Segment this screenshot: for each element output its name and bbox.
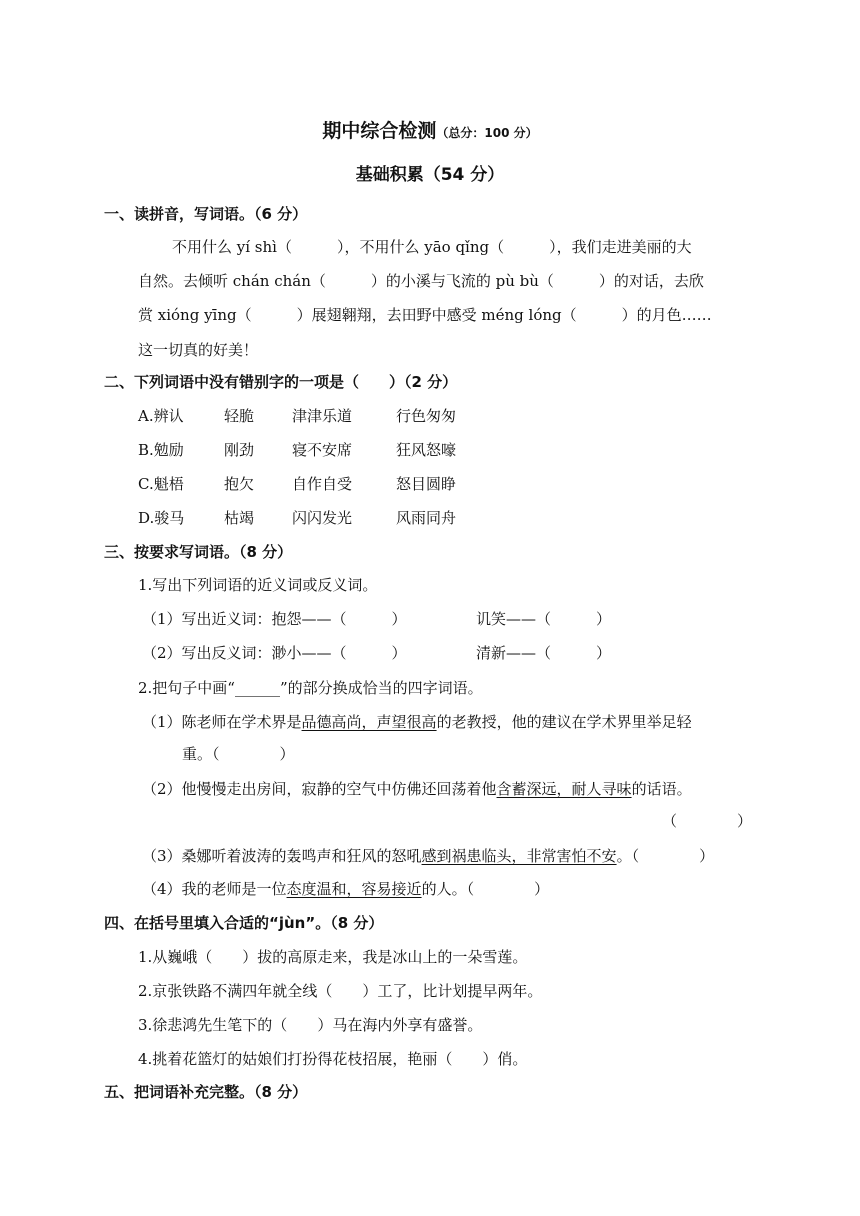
s3-q1: 1.写出下列词语的近义词或反义词。 [138, 576, 378, 594]
option-a-word-1: A.辨认 [138, 407, 184, 425]
s3-p3 [142, 845, 714, 866]
option-c-word-4: 怒目圆睁 [396, 475, 457, 493]
s1-line-3: 赏 xióng yīng（ ）展翅翱翔，去田野中感受 méng lóng（ ）的月色…… [138, 306, 712, 324]
section-2-heading: 二、下列词语中没有错别字的一项是（ ）（2 分） [104, 373, 458, 391]
total-score: （总分：100 分） [436, 126, 538, 140]
option-d-word-2: 枯竭 [224, 509, 255, 527]
s3-p3-underlined: 感到祸患临头，非常害怕不安 [421, 847, 617, 865]
s1-line-1: 不用什么 yí shì（ ），不用什么 yāo qǐng（ ），我们走进美丽的大 [172, 238, 692, 256]
option-a-word-3: 津津乐道 [292, 407, 353, 425]
s3-p2-underlined: 含蓄深远，耐人寻味 [496, 780, 632, 798]
s3-p4-underlined: 态度温和，容易接近 [286, 880, 422, 898]
option-a-word-2: 轻脆 [224, 407, 255, 425]
s3-p2-pre: （2）他慢慢走出房间，寂静的空气中仿佛还回荡着他 [142, 780, 497, 798]
s3-p2 [142, 778, 692, 799]
s4-item-2: 2.京张铁路不满四年就全线（ ）工了，比计划提早两年。 [138, 982, 543, 1000]
option-d-word-1: D.骏马 [138, 509, 185, 527]
option-d [138, 507, 456, 528]
s3-p1-underlined: 品德高尚，声望很高 [301, 713, 437, 731]
s3-p4-pre: （4）我的老师是一位 [142, 880, 287, 898]
title-text: 期中综合检测 [322, 120, 437, 142]
option-c-word-3: 自作自受 [292, 475, 353, 493]
s3-p1-pre: （1）陈老师在学术界是 [142, 713, 302, 731]
option-c-word-1: C.魁梧 [138, 475, 184, 493]
s3-p2-post: 的话语。 [631, 780, 692, 798]
s3-q1a: （1）写出近义词：抱怨——（ ） [142, 610, 407, 628]
s4-item-3: 3.徐悲鸿先生笔下的（ ）马在海内外享有盛誉。 [138, 1016, 483, 1034]
s3-q1a-2: 讥笑——（ ） [476, 610, 612, 628]
option-a-word-4: 行色匆匆 [396, 407, 457, 425]
section-1-heading: 一、读拼音，写词语。（6 分） [104, 205, 308, 223]
option-b-word-3: 寝不安席 [292, 441, 353, 459]
section-4-heading: 四、在括号里填入合适的“jùn”。（8 分） [104, 914, 384, 932]
option-d-word-4: 风雨同舟 [396, 509, 457, 527]
option-d-word-3: 闪闪发光 [292, 509, 353, 527]
option-b-word-1: B.勉励 [138, 441, 184, 459]
s3-p1-cont: 重。（ ） [182, 745, 295, 763]
s3-p2-cont: （ ） [662, 812, 753, 830]
page-title [0, 116, 860, 143]
s3-p3-pre: （3）桑娜听着波涛的轰鸣声和狂风的怒吼 [142, 847, 422, 865]
s4-item-1: 1.从巍峨（ ）拔的高原走来，我是冰山上的一朵雪莲。 [138, 948, 528, 966]
s3-p4 [142, 878, 549, 899]
s3-q1b-2: 清新——（ ） [476, 644, 612, 662]
s1-line-4: 这一切真的好美！ [138, 341, 259, 359]
section-5-heading: 五、把词语补充完整。（8 分） [104, 1083, 308, 1101]
option-b-word-2: 刚劲 [224, 441, 255, 459]
option-b-word-4: 狂风怒嚎 [396, 441, 457, 459]
option-c-word-2: 抱欠 [224, 475, 255, 493]
section-3-heading: 三、按要求写词语。（8 分） [104, 543, 293, 561]
s3-p1-post: 的老教授，他的建议在学术界里举足轻 [436, 713, 692, 731]
option-b [138, 439, 456, 460]
s4-item-4: 4.挑着花篮灯的姑娘们打扮得花枝招展，艳丽（ ）俏。 [138, 1050, 528, 1068]
s3-p3-post: 。（ ） [616, 847, 715, 865]
s3-q1b: （2）写出反义词：渺小——（ ） [142, 644, 407, 662]
option-c [138, 473, 456, 494]
s3-p4-post: 的人。（ ） [421, 880, 550, 898]
section-subtitle: 基础积累（54 分） [355, 165, 505, 185]
s3-q2: 2.把句子中画“______”的部分换成恰当的四字词语。 [138, 679, 483, 697]
option-a [138, 405, 456, 426]
s1-line-2: 自然。去倾听 chán chán（ ）的小溪与飞流的 pù bù（ ）的对话，去欣 [138, 272, 704, 290]
s3-p1 [142, 711, 692, 732]
